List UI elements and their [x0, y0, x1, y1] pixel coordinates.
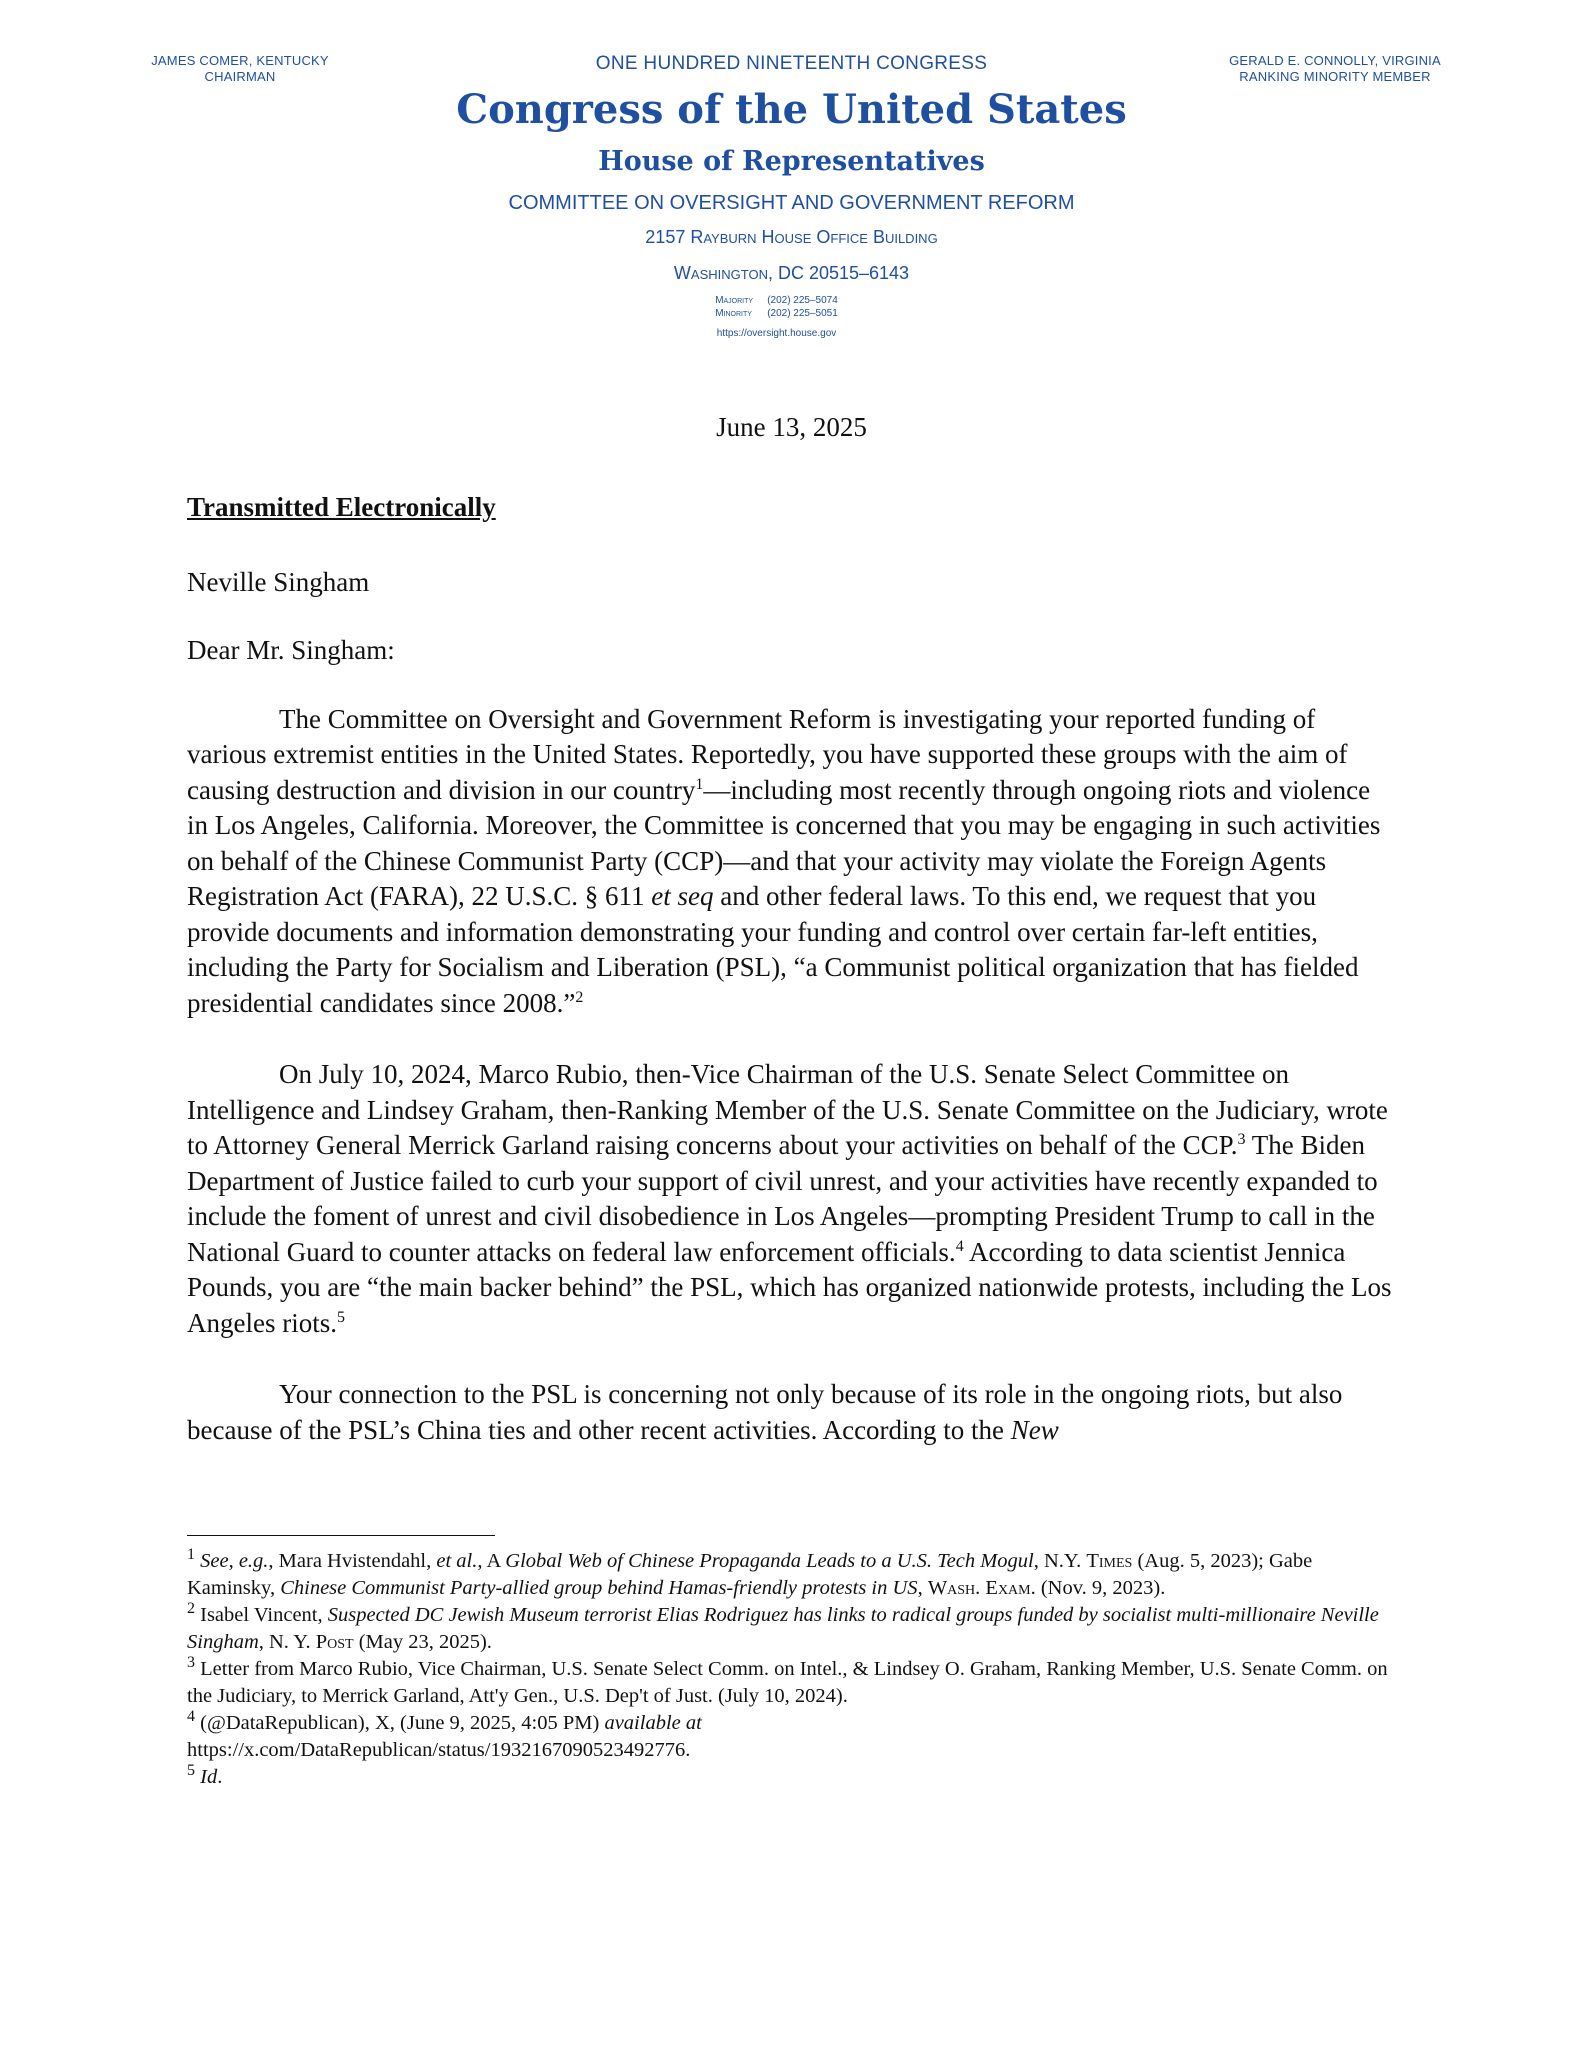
- footnote-4-available-at: available at: [604, 1712, 702, 1734]
- footnote-ref-5: 5: [336, 1308, 345, 1326]
- footnote-4-link[interactable]: https://x.com/DataRepublican/status/1932167090523492776.: [187, 1739, 691, 1761]
- p1-text-a: The Committee on Oversight and Government Reform is investigating your reported funding of various extremist entities in the United States. Reportedly, you have supported these groups with the aim of causing destruction and division in our country: [187, 703, 1348, 805]
- footnote-ref-3: 3: [1237, 1131, 1246, 1148]
- paragraph-1: [187, 702, 1397, 1022]
- phone-numbers: [715, 294, 838, 320]
- minority-phone-line: [715, 307, 838, 320]
- p1-text-c: and other federal laws. To this end, we request that you provide documents and information demonstrating your funding and control over certain far-left entities, including the Party for Socialism and Liberation (PSL), “a Communist political organization that has fielded presidential candidates since 2008.”: [187, 881, 1359, 1018]
- footnote-1-text-f: (Nov. 9, 2023).: [1035, 1577, 1166, 1599]
- majority-phone: (202) 225–5074: [767, 295, 838, 306]
- footnote-4-number: 4: [187, 1708, 195, 1726]
- footnote-divider: [187, 1535, 495, 1536]
- footnote-2-text-b: , N. Y.: [258, 1631, 316, 1653]
- footnote-1-number: 1: [187, 1546, 195, 1564]
- footnote-2-text-a: Isabel Vincent,: [195, 1604, 328, 1626]
- congress-title: Congress of the United States: [456, 86, 1127, 133]
- footnote-3-number: 3: [187, 1654, 195, 1672]
- footnote-1-et-al: et al.: [436, 1550, 478, 1572]
- paragraph-2: [187, 1057, 1397, 1341]
- footnote-1-signal: See, e.g.: [200, 1550, 269, 1572]
- footnote-1-text-a: , Mara Hvistendahl,: [268, 1550, 437, 1572]
- letter-date: June 13, 2025: [716, 412, 867, 442]
- footnote-ref-2: 2: [575, 988, 584, 1006]
- footnote-3: [187, 1656, 1402, 1710]
- p1-et-seq: et seq: [651, 881, 714, 911]
- congress-number: ONE HUNDRED NINETEENTH CONGRESS: [595, 53, 988, 74]
- letter-body: [187, 490, 1397, 1484]
- p3-text-a: Your connection to the PSL is concerning not only because of its role in the ongoing riots, but also because of the PSL’s China ties and other recent activities. According to the: [187, 1379, 1343, 1445]
- majority-label: Majority: [715, 295, 754, 306]
- footnote-5-number: 5: [187, 1762, 195, 1780]
- footnote-3-text: Letter from Marco Rubio, Vice Chairman, U.S. Senate Select Comm. on Intel., & Lindsey O. Graham, Ranking Member, U.S. Senate Comm. on the Judiciary, to Merrick Garland, Att'y Gen., U.S. Dep't of Just. (July 10, 2024).: [187, 1658, 1388, 1707]
- chairman-name: JAMES COMER, KENTUCKY: [151, 53, 329, 68]
- footnote-2-text-c: (May 23, 2025).: [353, 1631, 492, 1653]
- office-address: 2157 Rayburn House Office Building: [645, 227, 938, 247]
- footnote-1-text-d: (Aug. 5, 2023); Gabe Kaminsky,: [187, 1550, 1313, 1599]
- recipient-name: Neville Singham: [187, 566, 370, 597]
- footnote-2-publication: Post: [315, 1631, 354, 1653]
- p3-text-b: New: [1010, 1414, 1059, 1445]
- footnote-5-id: Id: [200, 1766, 218, 1788]
- footnote-1-text-e: ,: [917, 1577, 928, 1599]
- footnote-4: [187, 1710, 1402, 1764]
- footnote-2-title: Suspected DC Jewish Museum terrorist Elias Rodriguez has links to radical groups funded by socialist multi-millionaire Neville Singham: [187, 1604, 1379, 1653]
- minority-label: Minority: [715, 308, 752, 319]
- minority-phone: (202) 225–5051: [767, 308, 838, 319]
- p1-text-b: —including most recently through ongoing riots and violence in Los Angeles, California. Moreover, the Committee is concerned that you may be engaging in such activities on behalf of the Chinese Communist Party (CCP)—and that your activity may violate the Foreign Agents Registration Act (FARA), 22 U.S.C. § 611: [187, 774, 1381, 911]
- p2-text-a: On July 10, 2024, Marco Rubio, then-Vice Chairman of the U.S. Senate Select Committee on Intelligence and Lindsey Graham, then-Ranking Member of the U.S. Senate Committee on the Judiciary, wrote to Attorney General Merrick Garland raising concerns about your activities on behalf of the CCP.: [187, 1059, 1388, 1160]
- house-title: House of Representatives: [598, 146, 985, 177]
- p2-text-b: The Biden Department of Justice failed to curb your support of civil unrest, and your activities have recently expanded to include the foment of unrest and civil disobedience in Los Angeles—prompting President Trump to call in the National Guard to counter attacks on federal law enforcement officials.: [187, 1130, 1378, 1267]
- footnote-ref-1: 1: [695, 775, 704, 793]
- committee-name: COMMITTEE ON OVERSIGHT AND GOVERNMENT REFORM: [508, 192, 1075, 214]
- footnote-ref-4: 4: [955, 1237, 964, 1255]
- footnote-2: [187, 1602, 1402, 1656]
- p2-text-c: According to data scientist Jennica Pounds, you are “the main backer behind” the PSL, which has organized nationwide protests, including the Los Angeles riots.: [187, 1236, 1392, 1338]
- transmittal-notice: Transmitted Electronically: [187, 492, 496, 522]
- footnote-1-title-1: Global Web of Chinese Propaganda Leads to a U.S. Tech Mogul: [505, 1550, 1034, 1572]
- ranking-member-name: GERALD E. CONNOLLY, VIRGINIA: [1229, 53, 1441, 68]
- footnote-1-title-2: Chinese Communist Party-allied group behind Hamas-friendly protests in US: [280, 1577, 918, 1599]
- footnote-1: [187, 1548, 1402, 1602]
- letterhead: [0, 52, 1583, 341]
- footnote-1-text-b: , A: [477, 1550, 506, 1572]
- footnote-1-publication-1: Times: [1086, 1550, 1133, 1572]
- footnote-5: $^5$ Id.: [187, 1762, 223, 1788]
- footnote-2-number: 2: [187, 1600, 195, 1618]
- chairman-title: CHAIRMAN: [204, 69, 276, 84]
- footnote-4-text-a: (@DataRepublican), X, (June 9, 2025, 4:05 PM): [195, 1712, 605, 1734]
- footnotes: [187, 1548, 1402, 1791]
- ranking-member-title: RANKING MINORITY MEMBER: [1239, 69, 1431, 84]
- majority-phone-line: [715, 294, 838, 307]
- website-url: https://oversight.house.gov: [716, 328, 837, 339]
- office-city: Washington, DC 20515–6143: [673, 263, 910, 283]
- paragraph-3: [187, 1377, 1397, 1448]
- salutation: Dear Mr. Singham:: [187, 635, 395, 665]
- footnote-1-publication-2: Wash. Exam.: [927, 1577, 1036, 1599]
- footnote-1-text-c: , N.Y.: [1033, 1550, 1087, 1572]
